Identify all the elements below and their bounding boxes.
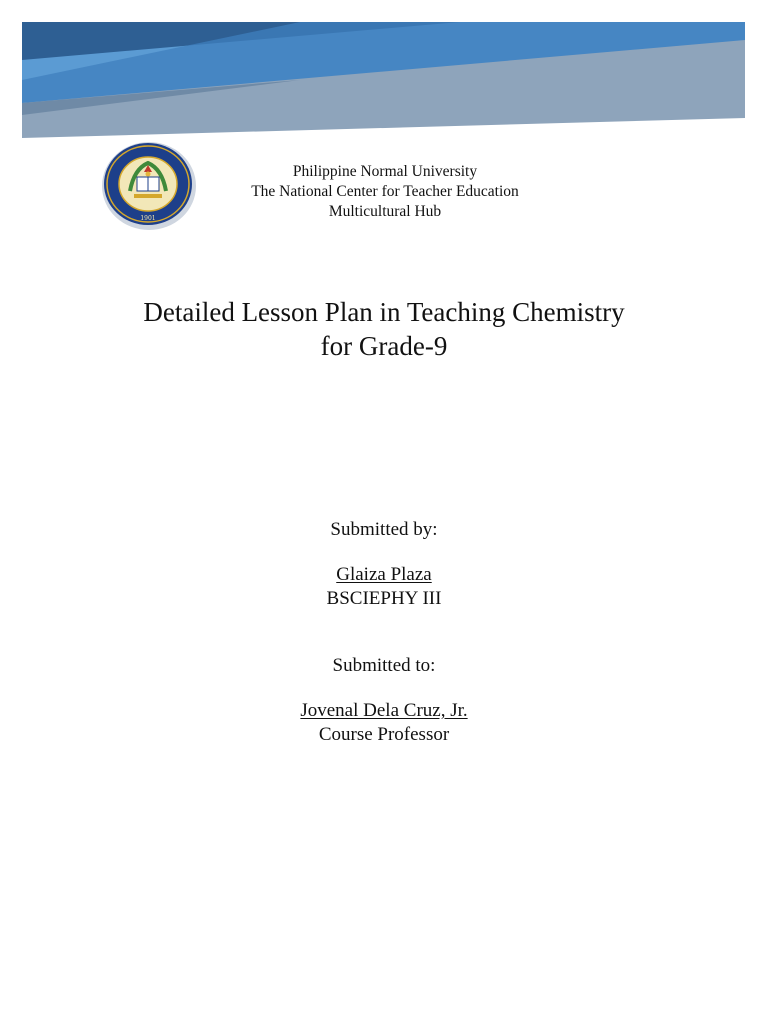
professor-role: Course Professor — [318, 724, 450, 745]
campus-name: Multicultural Hub — [328, 203, 442, 220]
document-title — [60, 295, 708, 363]
header-banner — [0, 0, 768, 150]
submitted-by-label: Submitted by: — [330, 519, 438, 540]
title-line-2: for Grade-9 — [320, 331, 448, 361]
submitted-to-label: Submitted to: — [332, 655, 436, 676]
pnu-seal-icon — [100, 139, 198, 231]
svg-text:1901: 1901 — [140, 215, 156, 222]
submitted-by-name — [0, 563, 768, 586]
title-line-1: Detailed Lesson Plan in Teaching Chemistry — [143, 297, 625, 327]
university-tagline: The National Center for Teacher Education — [251, 183, 519, 200]
institution-header — [210, 162, 560, 222]
submitted-to-name — [0, 699, 768, 722]
university-name: Philippine Normal University — [292, 163, 478, 180]
submitter-name: Glaiza Plaza — [336, 564, 432, 585]
submitter-program: BSCIEPHY III — [326, 588, 442, 609]
professor-name: Jovenal Dela Cruz, Jr. — [300, 700, 468, 721]
